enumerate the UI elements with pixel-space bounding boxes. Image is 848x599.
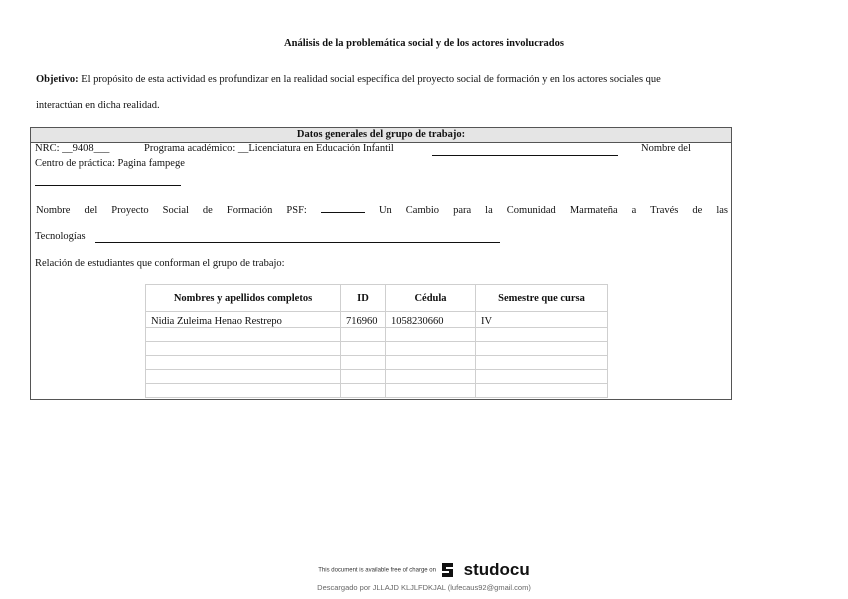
- objective-label: Objetivo:: [36, 74, 79, 85]
- objective-paragraph: [36, 72, 766, 87]
- cell-name: [146, 384, 341, 398]
- header-id: ID: [341, 285, 386, 312]
- cell-cedula: 1058230660: [386, 312, 476, 328]
- table-row: [146, 342, 608, 356]
- cell-id: [341, 342, 386, 356]
- objective-text-continued: interactúan en dicha realidad.: [36, 100, 160, 111]
- cell-cedula: [386, 370, 476, 384]
- program-line: [144, 143, 394, 154]
- table-row: [146, 312, 608, 328]
- studocu-brand[interactable]: studocu: [463, 560, 530, 579]
- table-row: [146, 356, 608, 370]
- downloaded-by-text: Descargado por JLLAJD KLJLFDKJAL (lufecaus92@gmail.com): [317, 583, 531, 592]
- cell-name: [146, 328, 341, 342]
- availability-text: This document is available free of charge on: [318, 567, 436, 574]
- cell-name: [146, 342, 341, 356]
- cell-cedula: [386, 384, 476, 398]
- cell-id: [341, 328, 386, 342]
- cell-id: [341, 384, 386, 398]
- studocu-logo-icon: [438, 560, 458, 580]
- center-line: [35, 158, 185, 169]
- program-value: __Licenciatura en Educación Infantil: [237, 143, 394, 154]
- center-label-1: Nombre del: [641, 143, 691, 154]
- header-name: Nombres y apellidos completos: [146, 285, 341, 312]
- project-label: Nombre del Proyecto Social de Formación PSF:: [36, 205, 307, 216]
- nrc-line: [35, 143, 109, 154]
- cell-semestre: [476, 356, 608, 370]
- project-line: [36, 203, 728, 216]
- work-group-form: [30, 127, 732, 400]
- project-value: Un Cambio para la Comunidad Marmateña a Través de las: [378, 205, 729, 216]
- cell-cedula: [386, 328, 476, 342]
- program-label: Programa académico:: [144, 143, 236, 154]
- cell-cedula: [386, 356, 476, 370]
- table-header-row: [146, 285, 608, 312]
- cell-name: Nidia Zuleima Henao Restrepo: [146, 312, 341, 328]
- students-label: Relación de estudiantes que conforman el grupo de trabajo:: [35, 258, 285, 269]
- table-row: [146, 370, 608, 384]
- header-cedula: Cédula: [386, 285, 476, 312]
- center-label-2: Centro de práctica:: [35, 158, 115, 169]
- table-row: [146, 384, 608, 398]
- cell-cedula: [386, 342, 476, 356]
- form-header: Datos generales del grupo de trabajo:: [31, 128, 731, 143]
- nrc-label: NRC:: [35, 143, 60, 154]
- table-row: [146, 328, 608, 342]
- cell-semestre: IV: [476, 312, 608, 328]
- project-rule: [95, 242, 500, 243]
- students-table: [145, 284, 608, 398]
- nrc-value: __9408___: [62, 143, 110, 154]
- project-blank: [321, 203, 365, 213]
- cell-id: [341, 356, 386, 370]
- center-rule: [35, 185, 181, 186]
- cell-name: [146, 370, 341, 384]
- center-value: Pagina fampege: [117, 158, 185, 169]
- cell-id: 716960: [341, 312, 386, 328]
- cell-semestre: [476, 342, 608, 356]
- studocu-footer: [0, 560, 848, 580]
- cell-semestre: [476, 328, 608, 342]
- cell-semestre: [476, 384, 608, 398]
- objective-text: El propósito de esta actividad es profundizar en la realidad social específica del proyecto social de formación y en los actores sociales que: [78, 74, 661, 85]
- cell-name: [146, 356, 341, 370]
- document-title: Análisis de la problemática social y de los actores involucrados: [284, 38, 564, 49]
- project-line-2: [35, 231, 86, 242]
- project-value-2: Tecnologías: [35, 231, 86, 242]
- cell-id: [341, 370, 386, 384]
- header-semestre: Semestre que cursa: [476, 285, 608, 312]
- cell-semestre: [476, 370, 608, 384]
- program-value-rule: [432, 155, 618, 156]
